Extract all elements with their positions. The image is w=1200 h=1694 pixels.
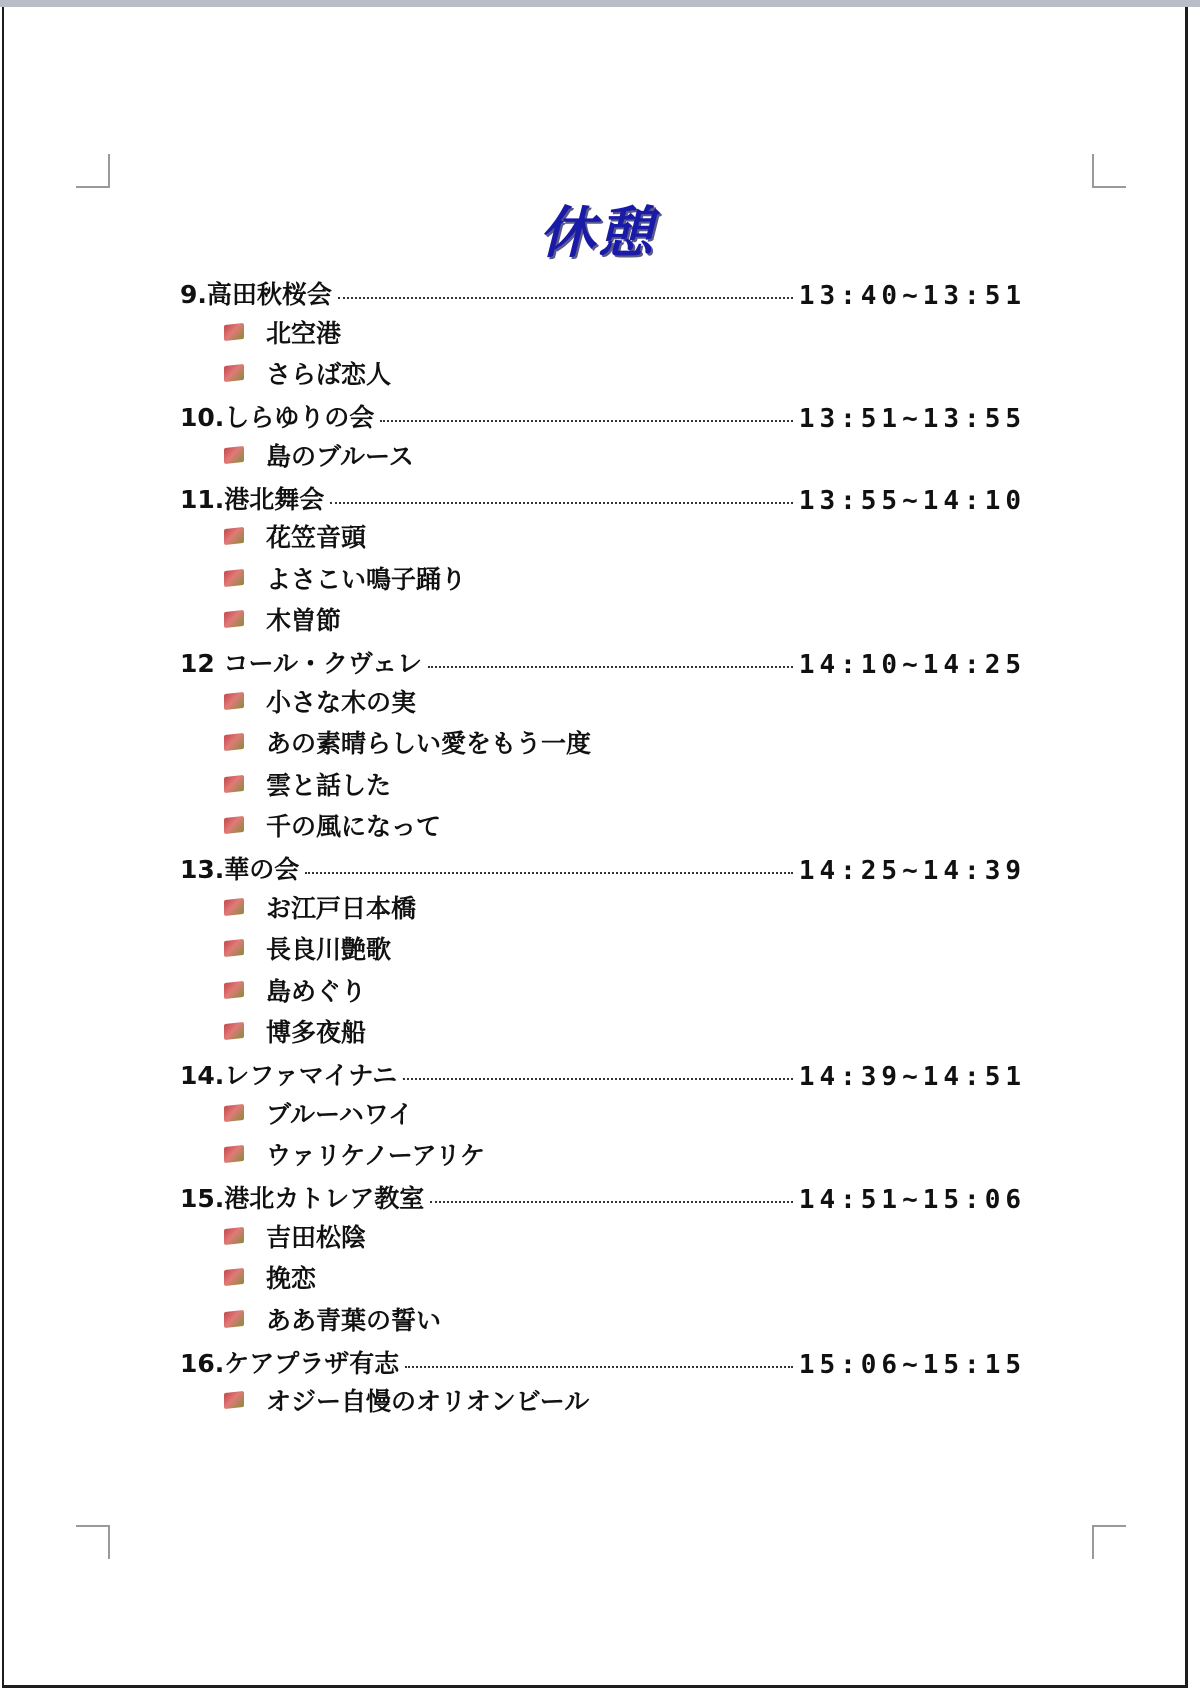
bullet-icon <box>224 446 244 464</box>
bullet-icon <box>224 1268 244 1286</box>
list-item <box>180 722 1026 764</box>
item-title: 島めぐり <box>266 976 367 1006</box>
leader-dots <box>305 872 793 874</box>
bullet-icon <box>224 323 244 341</box>
bullet-icon <box>224 364 244 382</box>
item-title: よさこい鳴子踊り <box>266 564 467 594</box>
list-item <box>180 969 1026 1011</box>
margin-mark-bottom-left <box>76 1525 110 1559</box>
item-title: 千の風になって <box>266 812 442 842</box>
leader-dots <box>330 502 793 504</box>
item-title: 島のブルース <box>266 441 414 471</box>
item-title: さらば恋人 <box>266 360 392 390</box>
list-item <box>180 353 1026 395</box>
program-group-header <box>180 271 1026 311</box>
item-title: ブルーハワイ <box>266 1099 414 1129</box>
list-item <box>180 311 1026 353</box>
program-group-header <box>180 846 1026 886</box>
bullet-icon <box>224 1227 244 1245</box>
bullet-icon <box>224 1104 244 1122</box>
group-time: 15:06~15:15 <box>798 1349 1026 1380</box>
window-top-edge <box>0 0 1200 7</box>
group-name: 16.ケアプラザ有志 <box>180 1348 400 1378</box>
bullet-icon <box>224 981 244 999</box>
bullet-icon <box>224 1310 244 1328</box>
group-name: 14.レファマイナニ <box>180 1061 398 1090</box>
list-item <box>180 1011 1026 1053</box>
list-item <box>180 1134 1026 1176</box>
group-name: 11.港北舞会 <box>180 484 325 514</box>
list-item <box>180 516 1026 558</box>
item-title: 小さな木の実 <box>266 687 417 717</box>
list-item <box>180 763 1026 805</box>
list-item <box>180 1092 1026 1134</box>
group-time: 13:51~13:55 <box>798 404 1026 434</box>
margin-mark-top-left <box>76 154 110 188</box>
program-group-header <box>180 640 1026 680</box>
item-title: 花笠音頭 <box>266 523 367 553</box>
group-time: 14:10~14:25 <box>798 650 1026 680</box>
group-time: 14:51~15:06 <box>798 1185 1026 1215</box>
list-item <box>180 557 1026 599</box>
bullet-icon <box>224 1145 244 1163</box>
list-item <box>180 434 1026 476</box>
group-name: 13.華の会 <box>180 855 300 884</box>
list-item <box>180 1215 1026 1257</box>
leader-dots <box>338 297 793 299</box>
program-group-header <box>180 1340 1026 1380</box>
list-item <box>180 1380 1026 1422</box>
list-item <box>180 1298 1026 1340</box>
item-title: 北空港 <box>266 318 342 348</box>
bullet-icon <box>224 692 244 710</box>
group-time: 13:40~13:51 <box>798 281 1026 311</box>
program-group-header <box>180 394 1026 434</box>
bullet-icon <box>224 610 244 628</box>
bullet-icon <box>224 816 244 834</box>
program-group-header <box>180 476 1026 516</box>
group-time: 14:25~14:39 <box>798 856 1026 886</box>
bullet-icon <box>224 569 244 587</box>
item-title: あの素晴らしい愛をもう一度 <box>266 729 592 759</box>
item-title: 木曽節 <box>266 606 342 636</box>
document-page <box>2 7 1188 1688</box>
item-title: お江戸日本橋 <box>266 893 417 923</box>
item-title: 挽恋 <box>266 1264 317 1294</box>
list-item <box>180 680 1026 722</box>
item-title: 吉田松陰 <box>266 1222 367 1252</box>
group-name: 10.しらゆりの会 <box>180 403 375 432</box>
list-item <box>180 805 1026 847</box>
program-group-header <box>180 1052 1026 1092</box>
bullet-icon <box>224 527 244 545</box>
leader-dots <box>403 1078 793 1080</box>
bullet-icon <box>224 898 244 916</box>
page-title: 休憩 <box>539 200 655 266</box>
bullet-icon <box>224 733 244 751</box>
item-title: オジー自慢のオリオンビール <box>266 1387 590 1417</box>
bullet-icon <box>224 1022 244 1040</box>
bullet-icon <box>224 1391 244 1409</box>
leader-dots <box>405 1366 793 1368</box>
group-time: 14:39~14:51 <box>798 1062 1026 1092</box>
program-list <box>180 271 1026 1421</box>
item-title: ああ青葉の誓い <box>266 1305 442 1335</box>
item-title: 雲と話した <box>266 770 392 800</box>
list-item <box>180 886 1026 928</box>
leader-dots <box>430 1201 793 1203</box>
group-name: 9.高田秋桜会 <box>180 280 332 309</box>
list-item <box>180 928 1026 970</box>
list-item <box>180 599 1026 641</box>
margin-mark-bottom-right <box>1092 1525 1126 1559</box>
group-name: 15.港北カトレア教室 <box>180 1184 425 1213</box>
bullet-icon <box>224 775 244 793</box>
item-title: ウァリケノーアリケ <box>266 1141 486 1171</box>
item-title: 博多夜船 <box>266 1018 367 1048</box>
bullet-icon <box>224 939 244 957</box>
margin-mark-top-right <box>1092 154 1126 188</box>
leader-dots <box>428 666 793 668</box>
program-group-header <box>180 1175 1026 1215</box>
leader-dots <box>380 420 793 422</box>
group-time: 13:55~14:10 <box>798 485 1026 516</box>
list-item <box>180 1257 1026 1299</box>
item-title: 長良川艶歌 <box>266 935 392 965</box>
group-name: 12 コール・クヴェレ <box>180 649 422 678</box>
